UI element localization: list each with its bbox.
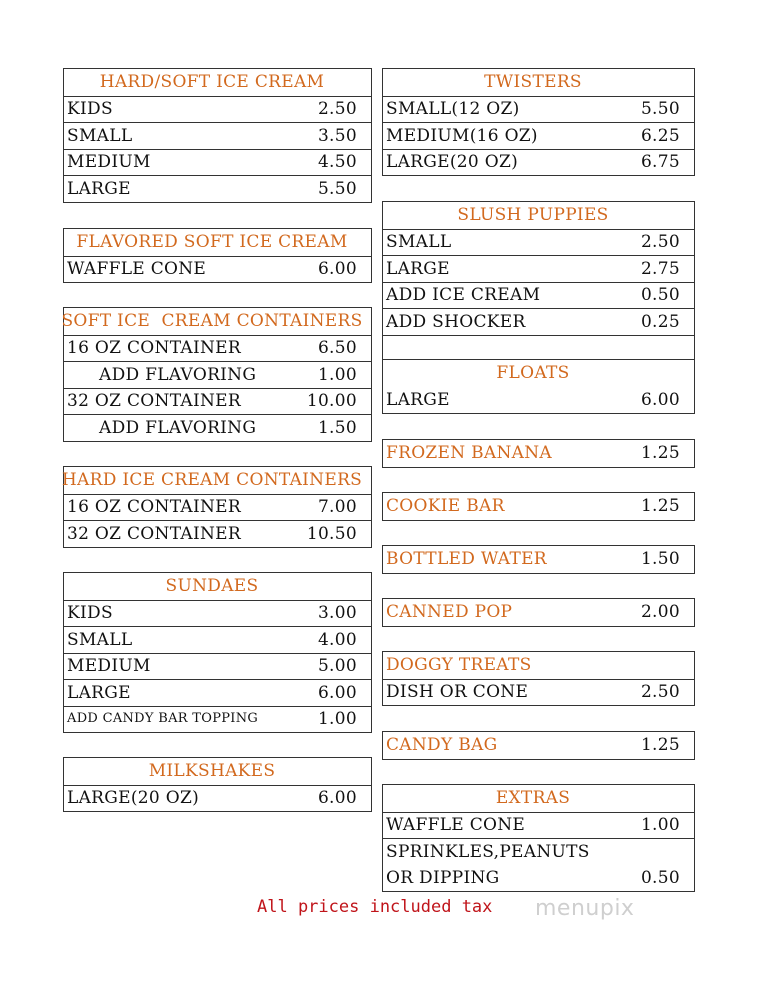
item-cookie-bar	[382, 492, 695, 521]
item-price: 1.50	[317, 417, 357, 438]
menu-item	[383, 679, 694, 706]
item-name: LARGE	[386, 258, 450, 279]
section-title: DOGGY TREATS	[386, 655, 532, 676]
section-doggy-treats	[382, 651, 695, 706]
item-price: 0.50	[640, 867, 680, 888]
menu-item	[383, 812, 694, 839]
section-soft-ice-cream-containers	[63, 307, 372, 442]
tax-note: All prices included tax	[257, 897, 493, 917]
item-price: 1.25	[640, 443, 680, 464]
menu-item	[64, 122, 371, 149]
item-price: 1.00	[317, 364, 357, 385]
menu-item	[64, 653, 371, 680]
item-name: MEDIUM	[67, 656, 151, 677]
menu-item	[64, 679, 371, 706]
menu-item	[383, 229, 694, 256]
menu-item	[64, 335, 371, 362]
menu-item	[64, 494, 371, 521]
item-name: COOKIE BAR	[386, 496, 505, 517]
item-name: ADD FLAVORING	[99, 417, 257, 438]
item-name: 16 OZ CONTAINER	[67, 497, 241, 518]
item-name: SMALL	[67, 125, 133, 146]
item-price: 6.00	[317, 682, 357, 703]
menu-item	[64, 626, 371, 653]
watermark: menupix	[535, 896, 635, 921]
item-price: 0.25	[640, 311, 680, 332]
item-name: BOTTLED WATER	[386, 549, 547, 570]
item-name: CANNED POP	[386, 602, 513, 623]
item-price: 6.25	[640, 125, 680, 146]
section-title: EXTRAS	[495, 788, 571, 809]
menu-item	[64, 388, 371, 415]
menu-item	[383, 96, 694, 123]
menu-item	[64, 96, 371, 123]
item-name: MEDIUM	[67, 152, 151, 173]
item-name: SMALL	[386, 232, 452, 253]
section-title: MILKSHAKES	[148, 761, 276, 782]
menu-item	[383, 282, 694, 309]
menu-item	[64, 706, 371, 733]
item-name: WAFFLE CONE	[67, 259, 207, 280]
item-bottled-water	[382, 545, 695, 574]
menu-item	[383, 838, 694, 865]
section-hard-ice-cream-containers	[63, 466, 372, 548]
item-name: SMALL(12 OZ)	[386, 99, 520, 120]
section-slush-puppies	[382, 201, 695, 362]
item-name: KIDS	[67, 603, 113, 624]
item-price: 5.50	[317, 178, 357, 199]
menu-item	[64, 600, 371, 627]
menu-item	[64, 785, 371, 812]
menu-item	[383, 308, 694, 335]
item-price: 10.50	[306, 523, 357, 544]
item-price: 2.75	[640, 258, 680, 279]
item-price: 4.00	[317, 629, 357, 650]
item-price: 2.00	[640, 602, 680, 623]
item-price: 2.50	[640, 682, 680, 703]
section-title: FLOATS	[496, 363, 570, 384]
item-price: 5.00	[317, 656, 357, 677]
item-name: 16 OZ CONTAINER	[67, 338, 241, 359]
item-name: SMALL	[67, 629, 133, 650]
menu-item	[64, 175, 371, 202]
menu-item	[64, 256, 371, 283]
item-name: DISH OR CONE	[386, 682, 529, 703]
section-title: SOFT ICE CREAM CONTAINERS	[61, 311, 363, 332]
item-price: 1.00	[317, 709, 357, 730]
item-price: 10.00	[306, 391, 357, 412]
item-price: 3.00	[317, 603, 357, 624]
section-title: SUNDAES	[165, 576, 259, 597]
menu-item	[383, 732, 694, 759]
menu-item	[383, 599, 694, 626]
item-price: 0.50	[640, 285, 680, 306]
item-price: 2.50	[317, 99, 357, 120]
item-name: ADD ICE CREAM	[386, 285, 541, 306]
item-name: ADD CANDY BAR TOPPING	[67, 711, 259, 727]
section-extras	[382, 784, 695, 892]
item-name: CANDY BAG	[386, 735, 498, 756]
item-price: 1.00	[640, 815, 680, 836]
item-name: LARGE(20 OZ)	[386, 152, 519, 173]
menu-item	[64, 149, 371, 176]
item-name: SPRINKLES,PEANUTS	[386, 841, 590, 862]
section-title: SLUSH PUPPIES	[457, 205, 609, 226]
section-sundaes	[63, 572, 372, 733]
item-name: KIDS	[67, 99, 113, 120]
item-price: 7.00	[317, 497, 357, 518]
item-price: 6.75	[640, 152, 680, 173]
item-price: 1.25	[640, 735, 680, 756]
item-price: 6.00	[317, 259, 357, 280]
menu-item	[64, 414, 371, 441]
menu-item	[383, 255, 694, 282]
item-price: 6.00	[640, 389, 680, 410]
item-name: WAFFLE CONE	[386, 815, 526, 836]
item-name: LARGE	[67, 178, 131, 199]
item-name: ADD FLAVORING	[99, 364, 257, 385]
menu-item	[383, 865, 694, 892]
item-price: 5.50	[640, 99, 680, 120]
item-frozen-banana	[382, 439, 695, 468]
item-name: OR DIPPING	[386, 867, 500, 888]
item-name: LARGE	[67, 682, 131, 703]
item-price: 3.50	[317, 125, 357, 146]
section-title: HARD ICE CREAM CONTAINERS	[61, 470, 363, 491]
menu-item	[64, 520, 371, 547]
item-name: 32 OZ CONTAINER	[67, 391, 241, 412]
menu-item	[64, 361, 371, 388]
section-twisters	[382, 68, 695, 176]
menu-item	[383, 493, 694, 520]
item-canned-pop	[382, 598, 695, 627]
item-price: 2.50	[640, 232, 680, 253]
section-title: FLAVORED SOFT ICE CREAM	[76, 232, 348, 253]
item-name: LARGE	[386, 389, 450, 410]
item-candy-bag	[382, 731, 695, 760]
item-name: MEDIUM(16 OZ)	[386, 125, 538, 146]
menu-item	[383, 387, 694, 414]
item-name: 32 OZ CONTAINER	[67, 523, 241, 544]
menu-item	[383, 149, 694, 176]
item-price: 6.00	[317, 788, 357, 809]
menu-item	[383, 122, 694, 149]
item-price: 1.25	[640, 496, 680, 517]
item-price: 1.50	[640, 549, 680, 570]
menu-item	[383, 440, 694, 467]
section-floats	[382, 359, 695, 414]
item-name: LARGE(20 OZ)	[67, 788, 200, 809]
item-price: 4.50	[317, 152, 357, 173]
section-title: TWISTERS	[484, 72, 582, 93]
section-hard-soft-ice-cream	[63, 68, 372, 203]
section-milkshakes	[63, 757, 372, 812]
section-title: HARD/SOFT ICE CREAM	[99, 72, 325, 93]
item-price: 6.50	[317, 338, 357, 359]
menu-item	[383, 546, 694, 573]
item-name: FROZEN BANANA	[386, 443, 553, 464]
item-name: ADD SHOCKER	[386, 311, 526, 332]
spacer-row	[383, 335, 694, 362]
section-flavored-soft-ice-cream	[63, 228, 372, 283]
